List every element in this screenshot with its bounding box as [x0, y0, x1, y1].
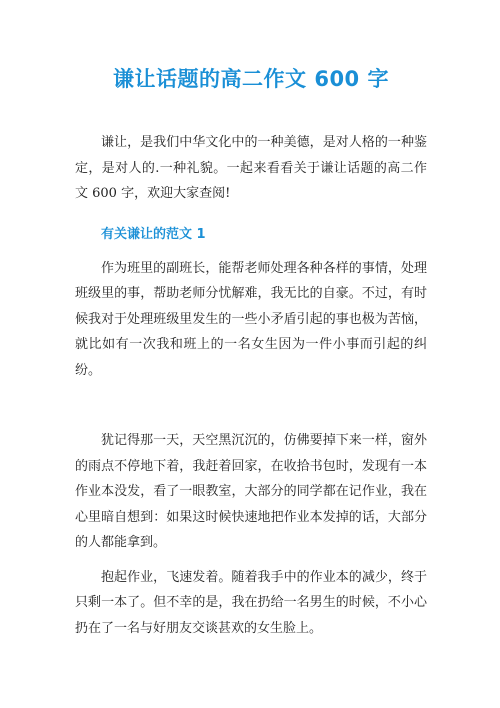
body-paragraph-1: 作为班里的副班长，能帮老师处理各种各样的事情，处理班级里的事，帮助老师分忧解难，我无比的自豪。不过，有时候我对于处理班级里发生的一些小矛盾引起的事也极为苦恼，就比如有一次我和班上的一名女生因为一件小事而引起的纠纷。: [75, 260, 427, 378]
section-heading: 有关谦让的范文 1: [101, 226, 206, 242]
intro-paragraph: 谦让，是我们中华文化中的一种美德，是对人格的一种鉴定，是对人的.一种礼貌。一起来看看关于谦让话题的高二作文 600 字，欢迎大家查阅!: [75, 135, 427, 201]
body-paragraph-2: 犹记得那一天，天空黑沉沉的，仿佛要掉下来一样，窗外的雨点不停地下着，我赶着回家，在收拾书包时，发现有一本作业本没发，看了一眼教室，大部分的同学都在记作业，我在心里暗自想到：如果这时候快速地把作业本发掉的话，大部分的人都能拿到。: [75, 433, 427, 550]
document-title: 谦让话题的高二作文 600 字: [113, 67, 389, 91]
body-paragraph-3: 抱起作业，飞速发着。随着我手中的作业本的减少，终于只剩一本了。但不幸的是，我在扔给一名男生的时候，不小心扔在了一名与好朋友交谈甚欢的女生脸上。: [75, 569, 427, 636]
